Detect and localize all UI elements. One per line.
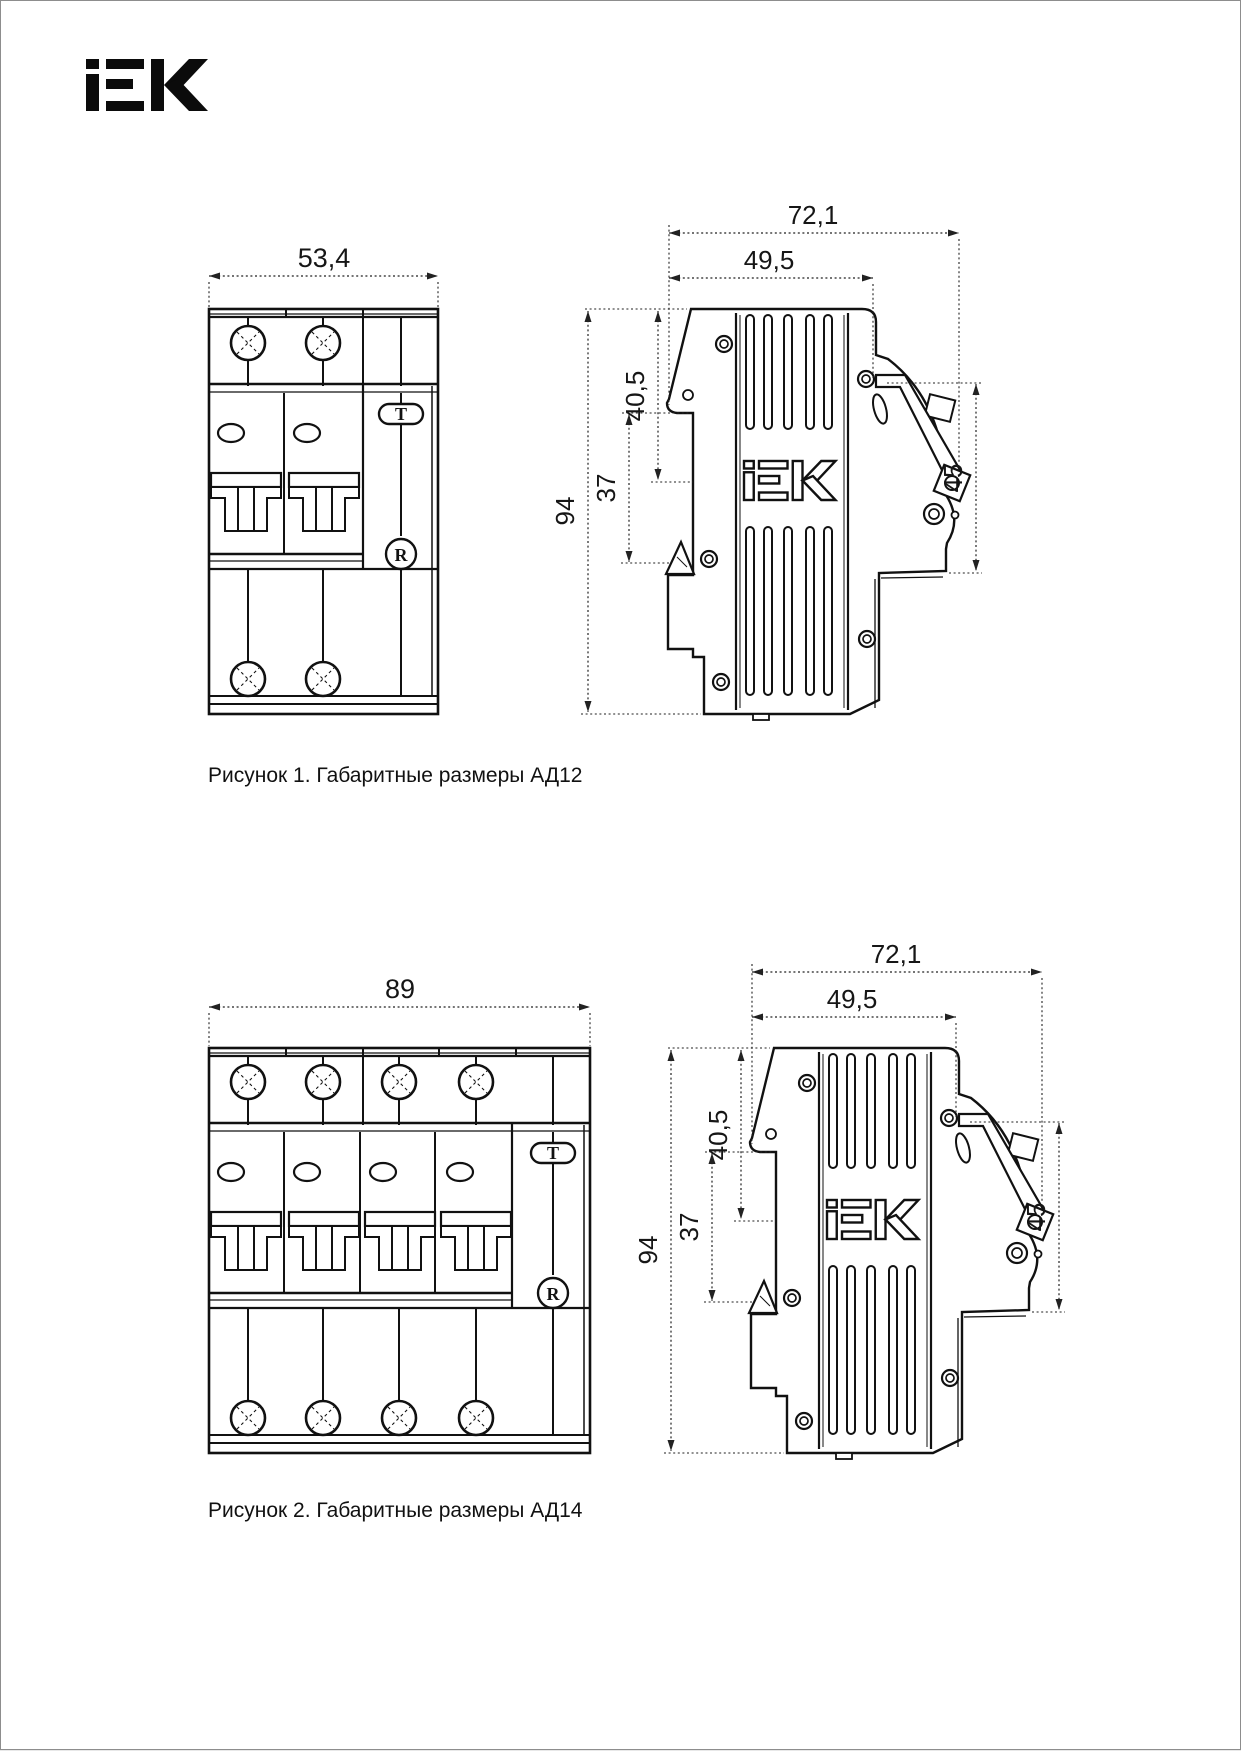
fig1-side-total-width-label: 72,1	[787, 200, 839, 230]
test-button-label: T	[394, 404, 408, 424]
fig1-front-width-label: 53,4	[297, 243, 351, 273]
fig2-front-view	[209, 1048, 590, 1453]
fig1-side-front-depth-label: 45	[938, 463, 968, 493]
reset-button-label: R	[394, 545, 408, 565]
figure2-ad14	[208, 939, 1065, 1522]
fig2-side-rail-offset-label: 37	[674, 1212, 704, 1242]
fig1-side-upper-height-label: 40,5	[620, 370, 650, 422]
technical-drawing-canvas	[1, 1, 1241, 1751]
fig2-side-front-depth-label: 45	[1021, 1202, 1051, 1232]
fig2-side-total-width-label: 72,1	[870, 939, 922, 969]
fig1-side-total-height-label: 94	[550, 496, 580, 526]
fig2-side-view	[749, 1048, 1053, 1459]
fig2-side-total-height-label: 94	[633, 1235, 663, 1265]
iek-logo	[86, 59, 208, 111]
fig1-front-view	[209, 309, 438, 714]
figure1-caption: Рисунок 1. Габаритные размеры АД12	[208, 764, 583, 787]
fig1-side-case-width-label: 49,5	[743, 245, 795, 275]
fig1-side-view	[666, 309, 970, 720]
reset-button-label: R	[546, 1284, 560, 1304]
fig1-side-rail-offset-label: 37	[591, 473, 621, 503]
fig2-front-width-label: 89	[384, 974, 416, 1004]
test-button-label: T	[546, 1143, 560, 1163]
figure1-ad12	[208, 200, 982, 787]
fig2-side-case-width-label: 49,5	[826, 984, 878, 1014]
fig2-side-upper-height-label: 40,5	[703, 1109, 733, 1161]
figure2-caption: Рисунок 2. Габаритные размеры АД14	[208, 1499, 583, 1522]
